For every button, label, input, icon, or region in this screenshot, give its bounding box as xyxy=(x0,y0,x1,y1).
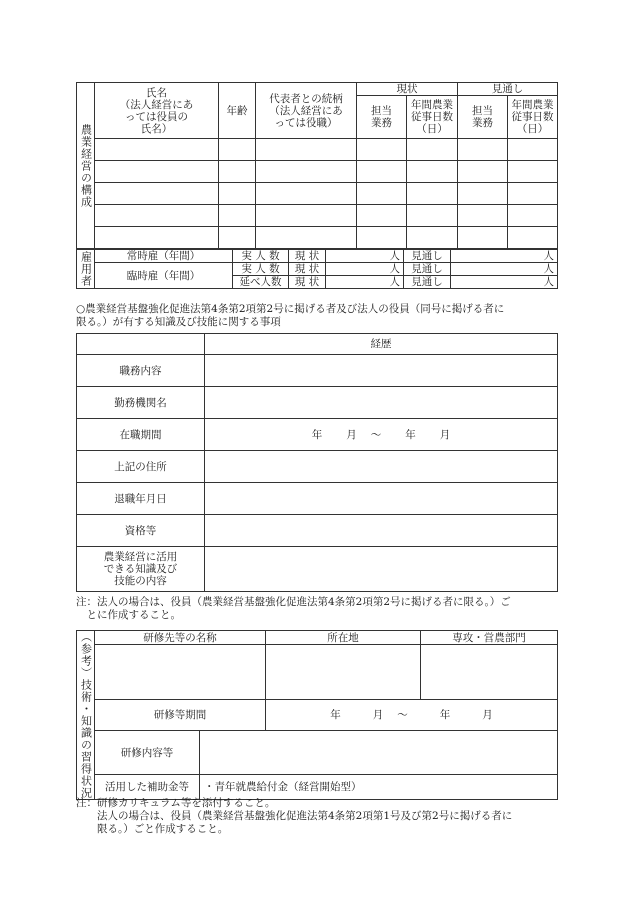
input-cell[interactable] xyxy=(219,139,256,161)
input-cell[interactable] xyxy=(95,183,219,205)
count-unit[interactable]: 人 xyxy=(326,250,404,263)
member-row xyxy=(77,139,558,161)
training-period-cell[interactable] xyxy=(266,699,558,731)
input-cell[interactable] xyxy=(256,139,357,161)
section1-heading: ○農業経営基盤強化促進法第4条第2項第2号に掲げる者及び法人の役員（同号に掲げる者に 限る。）が有する知識及び技能に関する事項 xyxy=(76,303,505,328)
count-unit[interactable]: 人 xyxy=(451,250,558,263)
input-cell[interactable] xyxy=(421,645,558,699)
count-unit[interactable]: 人 xyxy=(451,276,558,289)
month-label: 月 xyxy=(346,428,357,441)
subsidy-value[interactable]: ・青年就農給付金（経営開始型） xyxy=(200,775,558,800)
regular-employment-label: 常時雇（年間） xyxy=(95,250,233,263)
input-cell[interactable] xyxy=(95,205,219,227)
location-header: 所在地 xyxy=(266,631,421,645)
input-cell[interactable] xyxy=(508,205,558,227)
member-row xyxy=(77,183,558,205)
month-label: 月 xyxy=(439,428,451,441)
current-duty-header: 担当 業務 xyxy=(357,96,407,139)
place-header: 研修先等の名称 xyxy=(95,631,266,645)
input-cell[interactable] xyxy=(407,139,458,161)
input-cell[interactable] xyxy=(508,161,558,183)
input-cell[interactable] xyxy=(219,205,256,227)
count-unit[interactable]: 人 xyxy=(326,263,404,276)
input-cell[interactable] xyxy=(205,483,558,515)
input-cell[interactable] xyxy=(205,451,558,483)
count-unit[interactable]: 人 xyxy=(451,263,558,276)
input-cell[interactable] xyxy=(256,205,357,227)
row-label: 農業経営に活用 できる知識及び 技能の内容 xyxy=(77,547,205,592)
input-cell[interactable] xyxy=(200,731,558,775)
total-count-label: 延べ人数 xyxy=(233,276,289,289)
input-cell[interactable] xyxy=(256,227,357,249)
period-cell[interactable] xyxy=(205,419,558,451)
input-cell[interactable] xyxy=(95,139,219,161)
input-cell[interactable] xyxy=(357,227,407,249)
tilde-label: ～ xyxy=(397,708,408,721)
actual-count-label: 実 人 数 xyxy=(233,250,289,263)
employment-side-label: 雇用者 xyxy=(77,250,95,289)
temporary-employment-label: 臨時雇（年間） xyxy=(95,263,233,289)
outlook-label: 見通し xyxy=(404,263,451,276)
current-label: 現 状 xyxy=(289,276,326,289)
content-label: 研修内容等 xyxy=(95,731,200,775)
input-cell[interactable] xyxy=(508,139,558,161)
input-cell[interactable] xyxy=(407,205,458,227)
year-label: 年 xyxy=(439,708,451,721)
period-label: 研修等期間 xyxy=(95,699,266,731)
input-cell[interactable] xyxy=(407,161,458,183)
input-cell[interactable] xyxy=(458,139,508,161)
count-unit[interactable]: 人 xyxy=(326,276,404,289)
month-label: 月 xyxy=(372,708,384,721)
section1-note: 注：法人の場合は、役員（農業経営基盤強化促進法第4条第2項第2号に掲げる者に限る。）ご とに作成すること。 xyxy=(76,596,511,621)
input-cell[interactable] xyxy=(205,515,558,547)
input-cell[interactable] xyxy=(357,161,407,183)
input-cell[interactable] xyxy=(458,227,508,249)
outlook-label: 見通し xyxy=(404,276,451,289)
current-label: 現 状 xyxy=(289,250,326,263)
section2-note: 注：研修カリキュラム等を添付すること。 法人の場合は、役員（農業経営基盤強化促進法第4条第2項第1号及び第2号に掲げる者に 限る。）ごと作成すること。 xyxy=(76,797,513,835)
row-label: 在職期間 xyxy=(77,419,205,451)
name-header: 氏名 （法人経営にあ っては役員の 氏名） xyxy=(95,83,219,139)
input-cell[interactable] xyxy=(508,183,558,205)
input-cell[interactable] xyxy=(266,645,421,699)
month-label: 月 xyxy=(482,708,493,721)
actual-count-label: 実 人 数 xyxy=(233,263,289,276)
age-header: 年齢 xyxy=(219,83,256,139)
relation-header: 代表者との続柄 （法人経営にあ っては役職） xyxy=(256,83,357,139)
tilde-label: ～ xyxy=(370,428,382,441)
input-cell[interactable] xyxy=(219,227,256,249)
input-cell[interactable] xyxy=(205,355,558,387)
outlook-duty-header: 担当 業務 xyxy=(458,96,508,139)
outlook-header: 見通し xyxy=(458,83,558,96)
knowledge-table xyxy=(76,333,558,592)
input-cell[interactable] xyxy=(205,547,558,592)
input-cell[interactable] xyxy=(508,227,558,249)
employment-table xyxy=(76,249,558,289)
row-label: 勤務機関名 xyxy=(77,387,205,419)
input-cell[interactable] xyxy=(95,227,219,249)
row-label: 上記の住所 xyxy=(77,451,205,483)
input-cell[interactable] xyxy=(95,645,266,699)
member-row xyxy=(77,205,558,227)
major-header: 専攻・営農部門 xyxy=(421,631,558,645)
input-cell[interactable] xyxy=(205,387,558,419)
input-cell[interactable] xyxy=(458,205,508,227)
year-label: 年 xyxy=(330,708,341,721)
history-header: 経歴 xyxy=(205,334,558,355)
outlook-label: 見通し xyxy=(404,250,451,263)
row-label: 職務内容 xyxy=(77,355,205,387)
row-label: 資格等 xyxy=(77,515,205,547)
input-cell[interactable] xyxy=(256,161,357,183)
member-row xyxy=(77,227,558,249)
input-cell[interactable] xyxy=(407,227,458,249)
current-header: 現状 xyxy=(357,83,458,96)
farm-structure-table xyxy=(76,82,558,249)
year-label: 年 xyxy=(405,428,416,441)
current-label: 現 状 xyxy=(289,263,326,276)
training-side-label: （参考）技術・知識の習得状況 xyxy=(77,631,95,800)
input-cell[interactable] xyxy=(219,183,256,205)
input-cell[interactable] xyxy=(458,161,508,183)
subsidy-label: 活用した補助金等 xyxy=(95,775,200,800)
row-label: 退職年月日 xyxy=(77,483,205,515)
input-cell[interactable] xyxy=(357,183,407,205)
input-cell[interactable] xyxy=(256,183,357,205)
structure-side-label: 農業経営の構成 xyxy=(77,83,95,249)
input-cell[interactable] xyxy=(219,161,256,183)
blank-corner xyxy=(77,334,205,355)
input-cell[interactable] xyxy=(357,139,407,161)
outlook-days-header: 年間農業 従事日数 （日） xyxy=(508,96,558,139)
current-days-header: 年間農業 従事日数 （日） xyxy=(407,96,458,139)
year-label: 年 xyxy=(311,428,323,441)
input-cell[interactable] xyxy=(458,183,508,205)
input-cell[interactable] xyxy=(95,161,219,183)
input-cell[interactable] xyxy=(407,183,458,205)
member-row xyxy=(77,161,558,183)
input-cell[interactable] xyxy=(357,205,407,227)
training-table xyxy=(76,630,558,800)
